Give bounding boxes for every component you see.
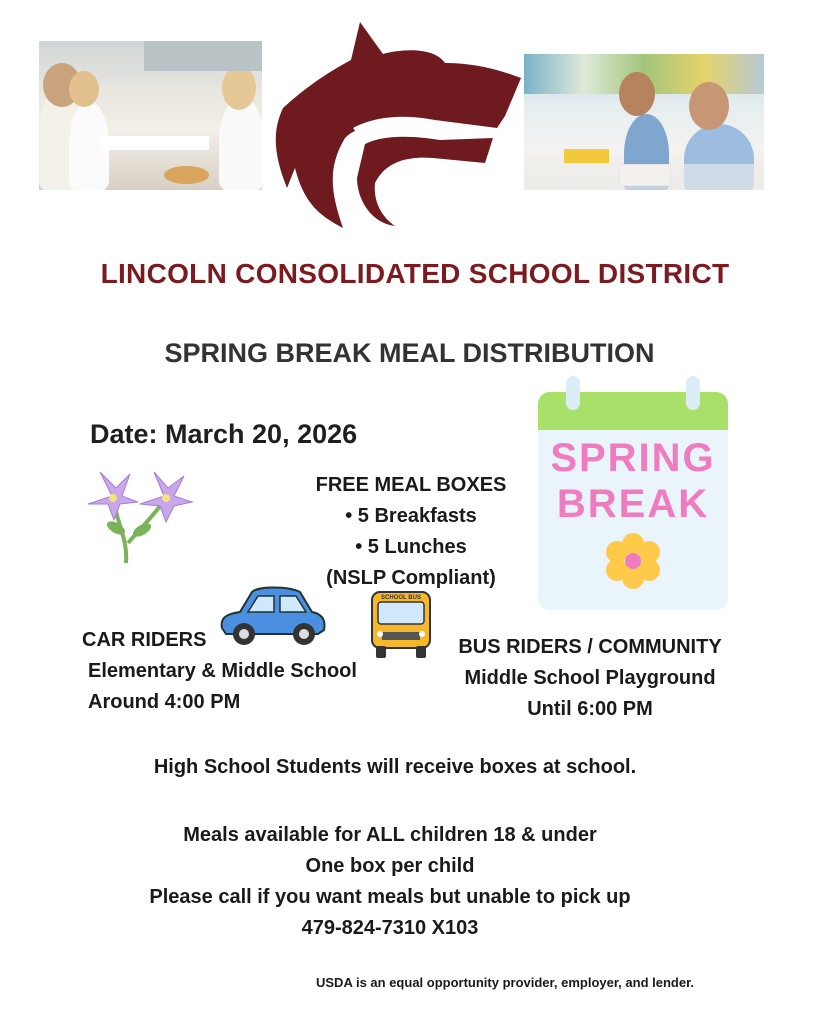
children-eating-photo: [524, 54, 764, 190]
bus-sign: SCHOOL BUS: [381, 595, 421, 601]
calendar-text-break: BREAK: [556, 482, 710, 526]
event-date: Date: March 20, 2026: [90, 419, 358, 449]
wolf-mascot-logo: [265, 18, 523, 230]
info-line: One box per child: [305, 855, 475, 877]
phone-number: 479-824-7310 X103: [301, 917, 479, 939]
calendar-text-spring: SPRING: [550, 436, 716, 480]
meal-boxes-heading: FREE MEAL BOXES: [315, 474, 507, 496]
flower-icon: [604, 532, 662, 590]
school-bus-icon: [368, 588, 434, 660]
cafeteria-students-photo: [39, 41, 262, 190]
bus-riders-location: Middle School Playground: [464, 667, 716, 689]
usda-disclaimer: USDA is an equal opportunity provider, employer, and lender.: [316, 975, 695, 990]
car-riders-info: [82, 625, 357, 718]
car-riders-heading: CAR RIDERS: [82, 629, 207, 651]
purple-flowers-icon: [86, 468, 194, 566]
district-name: LINCOLN CONSOLIDATED SCHOOL DISTRICT: [100, 258, 730, 289]
bus-riders-time: Until 6:00 PM: [527, 698, 653, 720]
bus-riders-heading: BUS RIDERS / COMMUNITY: [458, 636, 722, 658]
car-riders-time: Around 4:00 PM: [88, 691, 241, 713]
meal-item: • 5 Breakfasts: [345, 505, 477, 527]
meal-item: (NSLP Compliant): [326, 567, 496, 589]
event-title: SPRING BREAK MEAL DISTRIBUTION: [164, 338, 655, 368]
info-line: Meals available for ALL children 18 & under: [183, 824, 597, 846]
eligibility-info: [0, 820, 780, 944]
high-school-note: High School Students will receive boxes at school.: [153, 756, 637, 778]
meal-boxes-info: [290, 470, 532, 594]
spring-break-calendar: [538, 392, 728, 610]
car-riders-location: Elementary & Middle School: [88, 660, 357, 682]
bus-riders-info: [440, 632, 740, 725]
info-line: Please call if you want meals but unable to pick up: [149, 886, 631, 908]
meal-item: • 5 Lunches: [355, 536, 467, 558]
